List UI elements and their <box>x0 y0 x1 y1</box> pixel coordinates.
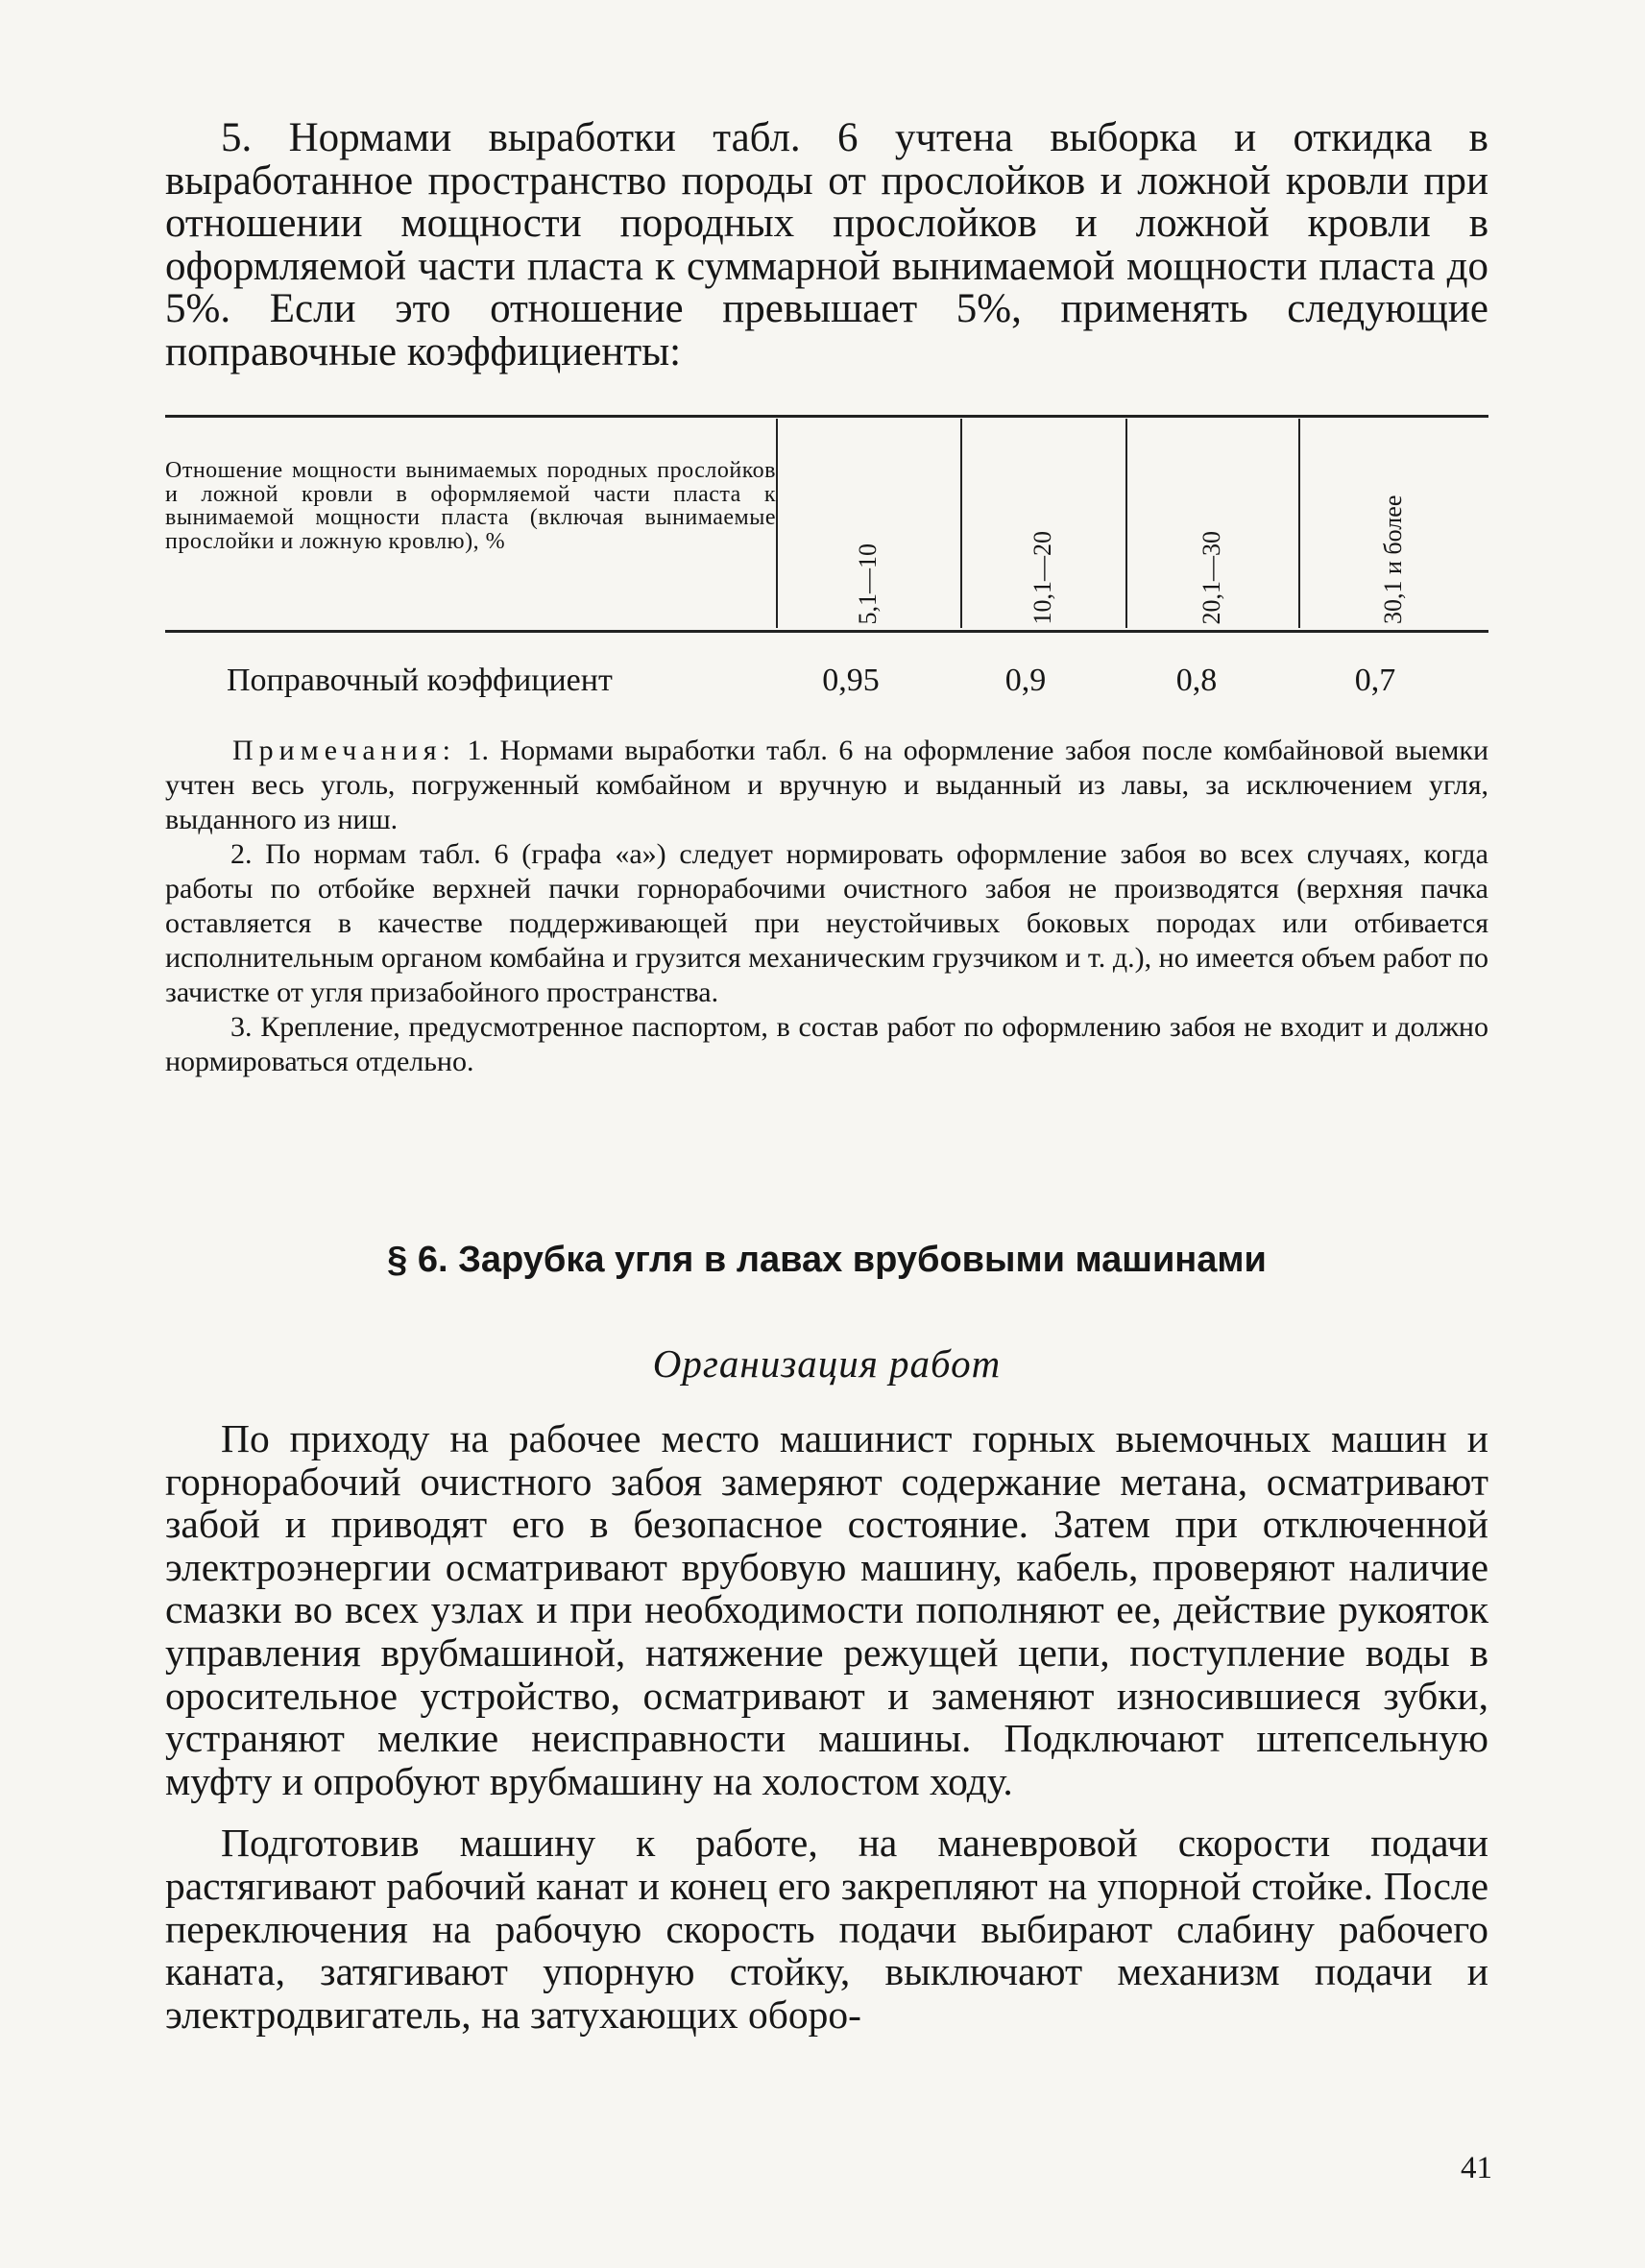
note-1-text: 1. Нормами выработки табл. 6 на оформление забоя после комбайновой выемки учтен весь уголь, погруженный комбайном и вручную и выданный из лавы, за исключением угля, выданного из ниш. <box>165 735 1488 835</box>
body-paragraph: По приходу на рабочее место машинист горных выемочных машин и горнорабочий очистного забоя замеряют содержание метана, осматривают забой и приводят его в безопасное состояние. Затем при отключенной электроэнергии осматривают врубовую машину, кабель, проверяют наличие смазки во всех узлах и при необходимости пополняют ее, действие рукояток управления врубмашиной, натяжение режущей цепи, поступление воды в оросительное устройство, осматривают и заменяют износившиеся зубки, устраняют мелкие неисправности машины. Подключают штепсельную муфту и опробуют врубмашину на холостом ходу. <box>165 1416 1488 1803</box>
body-text <box>165 1417 1488 2036</box>
row-label: Поправочный коэффициент <box>227 663 613 698</box>
column-header-label: 30,1 и более <box>1379 495 1407 624</box>
notes-heading: Примечания: <box>232 735 456 766</box>
column-header-label: 5,1—10 <box>854 543 882 624</box>
column-header <box>1298 422 1488 624</box>
body-paragraph: Подготовив машину к работе, на маневровой скорости подачи растягивают рабочий канат и конец его закрепляют на упорной стойке. После переключения на рабочую скорость подачи выбирают слабину рабочего каната, затягивают упорную стойку, выключают механизм подачи и электродвигатель, на затухающих оборо- <box>165 1821 1488 2037</box>
column-header <box>1125 422 1298 624</box>
column-header-label: 20,1—30 <box>1197 530 1225 624</box>
column-header-label: 10,1—20 <box>1028 530 1056 624</box>
table-top-rule <box>165 415 1488 418</box>
note-1 <box>165 734 1488 837</box>
table-cell: 0,7 <box>1354 663 1396 698</box>
intro-text <box>165 117 1488 374</box>
table-header-label: Отношение мощности вынимаемых породных прослойков и ложной кровли в оформляемой части пласта к вынимаемой мощности пласта (включая вынимаемые прослойки и ложную кровлю), % <box>165 458 776 554</box>
column-header <box>776 422 960 624</box>
table-row <box>165 663 1488 711</box>
section-title: § 6. Зарубка угля в лавах врубовыми машинами <box>387 1240 1267 1280</box>
table-cell: 0,8 <box>1175 663 1218 698</box>
table-cell: 0,95 <box>822 663 880 698</box>
table-header-rule <box>165 630 1488 633</box>
note-3: 3. Крепление, предусмотренное паспортом, в состав работ по оформлению забоя не входит и должно нормироваться отдельно. <box>165 1011 1488 1077</box>
page-number: 41 <box>1461 2151 1492 2185</box>
column-header <box>960 422 1125 624</box>
intro-paragraph: 5. Нормами выработки табл. 6 учтена выборка и откидка в выработанное пространство породы от прослойков и ложной кровли при отношении мощности породных прослойков и ложной кровли в оформляемой части пласта к суммарной вынимаемой мощности пласта до 5%. Если это отношение превышает 5%, применять следующие поправочные коэффициенты: <box>165 115 1488 374</box>
note-2: 2. По нормам табл. 6 (графа «а») следует нормировать оформление забоя во всех случаях, когда работы по отбойке верхней пачки горнорабочими очистного забоя не производятся (верхняя пачка оставляется в качестве поддерживающей при неустойчивых боковых породах или отбивается исполнительным органом комбайна и грузится механическим грузчиком и т. д.), но имеется объем работ по зачистке от угля призабойного пространства. <box>165 838 1488 1008</box>
notes-block <box>165 734 1488 1079</box>
subsection-title: Организация работ <box>652 1341 1002 1386</box>
table-cell: 0,9 <box>1004 663 1047 698</box>
